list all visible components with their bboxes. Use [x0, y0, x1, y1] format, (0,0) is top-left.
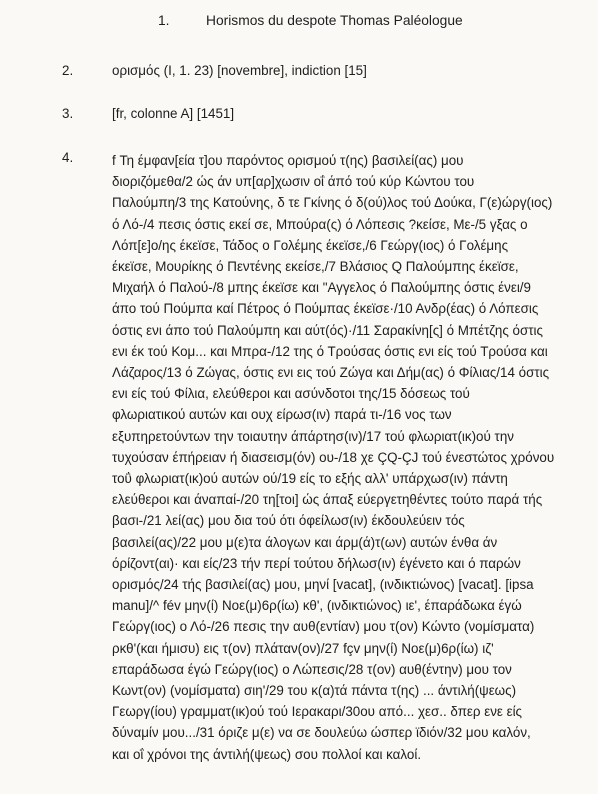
list-item	[62, 63, 367, 78]
text-line: ό Λό-/4 πεσις όστις εκεί σε, Μπούρα(ς) ό Λόπεσις ?κείσε, Με-/5 γξας ο	[112, 216, 528, 232]
text-line: Λάζαρος/13 ό Ζώγας, όστις ενι εις τού Ζώγα και Δήμ(ας) ό Φίλιας/14 όστις	[112, 365, 550, 381]
text-line: τυχούσαν έπήρειαν ή διασεισμ(όν) ου-/18 χε ÇQ-ÇJ τού ένεστώτος χρόνου	[112, 449, 555, 465]
list-item	[62, 150, 555, 762]
text-line: Κωντ(ον) (νομίσματα) σιη'/29 του κ(α)τά πάντα τ(ης) ... άντιλή(ψεως)	[112, 683, 517, 699]
text-line: ενι είς τού Φίλια, ελεύθεροι και ασύνδοτοι της/15 δόσεως τού	[112, 386, 470, 402]
text-line: εξυπηρετούντων την τοιαυτην άπάρτησ(ιν)/17 τού φλωριατ(ικ)ού την	[112, 428, 514, 444]
text-line: Λόπ[ε]ο/ης έκεϊσε, Τάδος ο Γολέμης έκεϊσε,/6 Γεώργ(ιος) ό Γολέμης	[112, 237, 509, 253]
text-line: βασι-/21 λεί(ας) μου δια τού ότι όφείλωσ(ιν) έκδουλεύειν τός	[112, 513, 465, 529]
text-line: και οΐ χρόνοι της άντιλή(ψεως) σου πολλοί και καλοί.	[112, 746, 422, 762]
text-line: επαράδωσα έγώ Γεώργ(ιος) ο Λώπεσις/28 τ(ον) αυθ(έντην) μου τον	[112, 661, 512, 677]
text-line: διοριζόμεθα/2 ώς άν υπ[αρ]χωσιν οΐ άπό τού κύρ Κώντου του	[112, 174, 475, 190]
item-number: 2.	[62, 63, 74, 78]
text-line: ρκθ'(και ήμισυ) εις τ(ον) πλάταν(ον)/27 fçv μην(ί) Νοε(μ)6ρ(ίω) ιζ'	[112, 640, 494, 656]
text-line: Γεωργ(ίου) γραμματ(ικ)ού τού Ιερακαρι/30ου από... χεσ.. δπερ ενε είς	[112, 704, 522, 720]
item-text: ορισμός (I, 1. 23) [novembre], indiction [15]	[112, 63, 367, 78]
list-item	[62, 106, 234, 121]
text-line: manu]/^ fév μην(ί) Νοε(μ)6ρ(ίω) κθ', (ινδικτιώνος) ιε', έπαράδωκα έγώ	[112, 598, 522, 614]
heading-number: 1.	[158, 13, 170, 28]
text-line: έκεϊσε, Μουρίκης ό Πεντένης εκείσε,/7 Βλάσιος Q Παλούμπης έκεϊσε,	[112, 259, 519, 275]
item-text: [fr, colonne A] [1451]	[112, 106, 235, 121]
text-line: άπο τού Πούμπα καί Πέτρος ό Πούμπας έκεϊσε·/10 Ανδρ(έας) ό Λόπεσις	[112, 301, 539, 317]
item-number: 3.	[62, 106, 74, 121]
text-line: τοΰ φλωριατ(ικ)ού αυτών ού/19 είς το εξής αλλ' υπάρχωσ(ιν) πάντη	[112, 471, 508, 487]
item-paragraph	[112, 150, 586, 765]
text-line: ορισμός/24 τής βασιλεί(ας) μου, μηνί [vacat], (ινδικτιώνος) [vacat]. [ipsa	[112, 577, 534, 593]
text-line: ενι έκ τού Κομ... και Μπρα-/12 της ό Τρούσας όστις ενι είς τού Τρούσα και	[112, 343, 548, 359]
heading-title: Horismos du despote Thomas Paléologue	[206, 13, 463, 28]
text-line: δύναμίν μου.../31 όριζε μ(ε) να σε δουλεύω ώσπερ ϊδιόν/32 μου καλόν,	[112, 725, 531, 741]
text-line: βασιλεί(ας)/22 μου μ(ε)τα άλογων και άρμ(ά)τ(ων) αυτών ένθα άν	[112, 534, 498, 550]
text-line: όστις ενι άπο τού Παλούμπη και αύτ(ός)·/11 Σαρακίνη[ς] ό Μπέτζης όστις	[112, 322, 543, 338]
text-line: f Τη έμφαν[εία τ]ου παρόντος ορισμού τ(ης) βασιλεί(ας) μου	[112, 153, 464, 168]
item-number: 4.	[62, 150, 74, 165]
text-line: ελεύθεροι και άναπαί-/20 τη[τοι] ώς άπαξ εύεργετηθέντες τούτο παρά τής	[112, 492, 543, 508]
text-line: Παλούμπη/3 της Κατούνης, δ τε Γκίνης ό δ(ού)λος τού Δούκα, Γ(ε)ώργ(ιος)	[112, 195, 553, 211]
text-line: Μιχαήλ ό Παλού-/8 μπης έκεϊσε και "Αγγελος ό Παλούμπης όστις ένει/9	[112, 280, 531, 296]
text-line: φλωριατικού αυτών και ουχ είρωσ(ιν) παρά τι-/16 νος των	[112, 407, 452, 423]
document-heading	[158, 13, 463, 28]
text-line: Γεώργ(ιος) ο Λό-/26 πεσις την αυθ(εντίαν) μου τ(ον) Κώντο (νομίσματα)	[112, 619, 535, 635]
text-line: όρίζοντ(αι)· και είς/23 τήν περί τούτου δήλωσ(ιν) έγένετο και ό παρών	[112, 555, 521, 571]
